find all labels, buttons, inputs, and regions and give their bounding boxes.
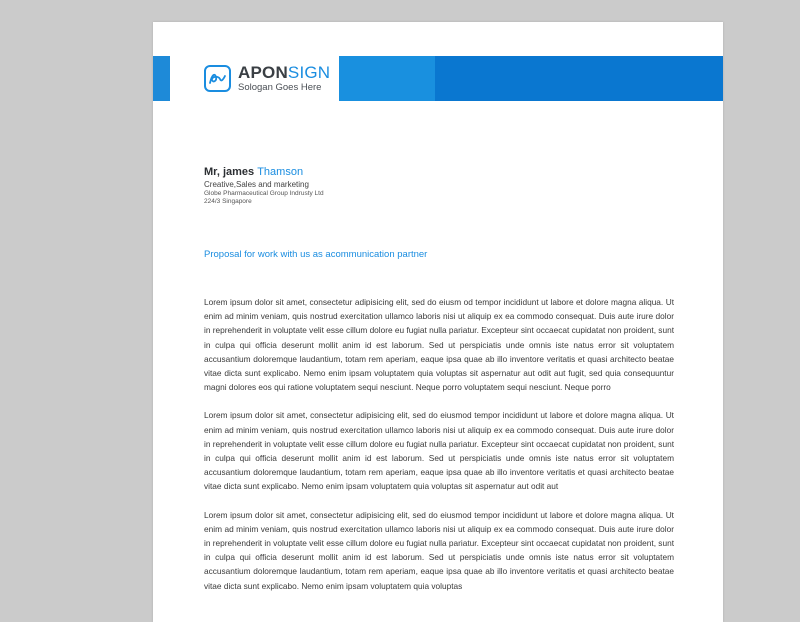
recipient-company: Globe Pharmaceutical Group Indrusty Ltd — [204, 189, 324, 197]
header-band-left — [153, 56, 170, 101]
letterhead-page — [153, 22, 723, 622]
header-band-right — [339, 56, 723, 101]
body-paragraph: Lorem ipsum dolor sit amet, consectetur adipisicing elit, sed do eiusmod tempor incididunt ut labore et dolore magna aliqua. Ut enim ad minim veniam, quis nostrud exercitation ullamco laboris nisi ut aliquip ex ea commodo consequat. Duis aute irure dolor in reprehenderit in voluptate velit esse cillum dolore eu fugiat nulla pariatur. Excepteur sint occaecat cupidatat non proident, sunt in culpa qui officia deserunt mollit anim id est laborum. Sed ut perspiciatis unde omnis iste natus error sit voluptatem accusantium doloremque laudantium, totam rem aperiam, eaque ipsa quae ab illo inventore veritatis et quasi architecto beatae vitae dicta sunt explicabo. Nemo enim ipsam voluptatem quia voluptas — [204, 509, 674, 591]
brand-name — [238, 64, 330, 81]
recipient-last-name: Thamson — [257, 166, 304, 178]
recipient-block — [204, 166, 324, 206]
recipient-address: 224/3 Singapore — [204, 198, 252, 206]
recipient-role: Creative,Sales and marketing — [204, 179, 309, 189]
brand-logo — [204, 60, 330, 96]
letter-subject: Proposal for work with us as acommunication partner — [204, 249, 428, 260]
signature-logo-icon — [204, 65, 231, 92]
brand-text — [238, 64, 330, 93]
letter-body — [204, 295, 674, 607]
body-paragraph: Lorem ipsum dolor sit amet, consectetur adipisicing elit, sed do eiusm od tempor incididunt ut labore et dolore magna aliqua. Ut enim ad minim veniam, quis nostrud exercitation ullamco laboris nisi ut aliquip ex ea commodo consequat. Duis aute irure dolor in reprehenderit in voluptate velit esse cillum dolore eu fugiat nulla pariatur. Excepteur sint occaecat cupidatat non proident, sunt in culpa qui officia deserunt mollit anim id est laborum. Sed ut perspiciatis unde omnis iste natus error sit voluptatem accusantium doloremque laudantium, totam rem aperiam, eaque ipsa quae ab illo inventore veritatis et quasi architecto beatae vitae dicta sunt explicabo. Nemo enim ipsam voluptatem quia voluptas sit aspernatur aut odit aut fugit, sed quia consequuntur magni dolores eos qui ratione voluptatem sequi nesciunt. Neque porro voluptatem sequi nesciunt. Neque porro — [204, 297, 674, 393]
body-paragraph: Lorem ipsum dolor sit amet, consectetur adipisicing elit, sed do eiusmod tempor incididunt ut labore et dolore magna aliqua. Ut enim ad minim veniam, quis nostrud exercitation ullamco laboris nisi ut aliquip ex ea commodo consequat. Duis aute irure dolor in reprehenderit in voluptate velit esse cillum dolore eu fugiat nulla pariatur. Excepteur sint occaecat cupidatat non proident, sunt in culpa qui officia deserunt mollit anim id est laborum. Sed ut perspiciatis unde omnis iste natus error sit voluptatem accusantium doloremque laudantium, totam rem aperiam, eaque ipsa quae ab illo inventore veritatis et quasi architecto beatae vitae dicta sunt explicabo. Nemo enim ipsam voluptatem quia voluptas sit aspernatur aut odit aut — [204, 410, 674, 492]
recipient-first-name: Mr, james — [204, 166, 255, 178]
brand-slogan: Sologan Goes Here — [238, 81, 322, 93]
brand-primary: APON — [238, 62, 288, 82]
brand-secondary: SIGN — [287, 62, 331, 82]
recipient-name — [204, 166, 324, 179]
